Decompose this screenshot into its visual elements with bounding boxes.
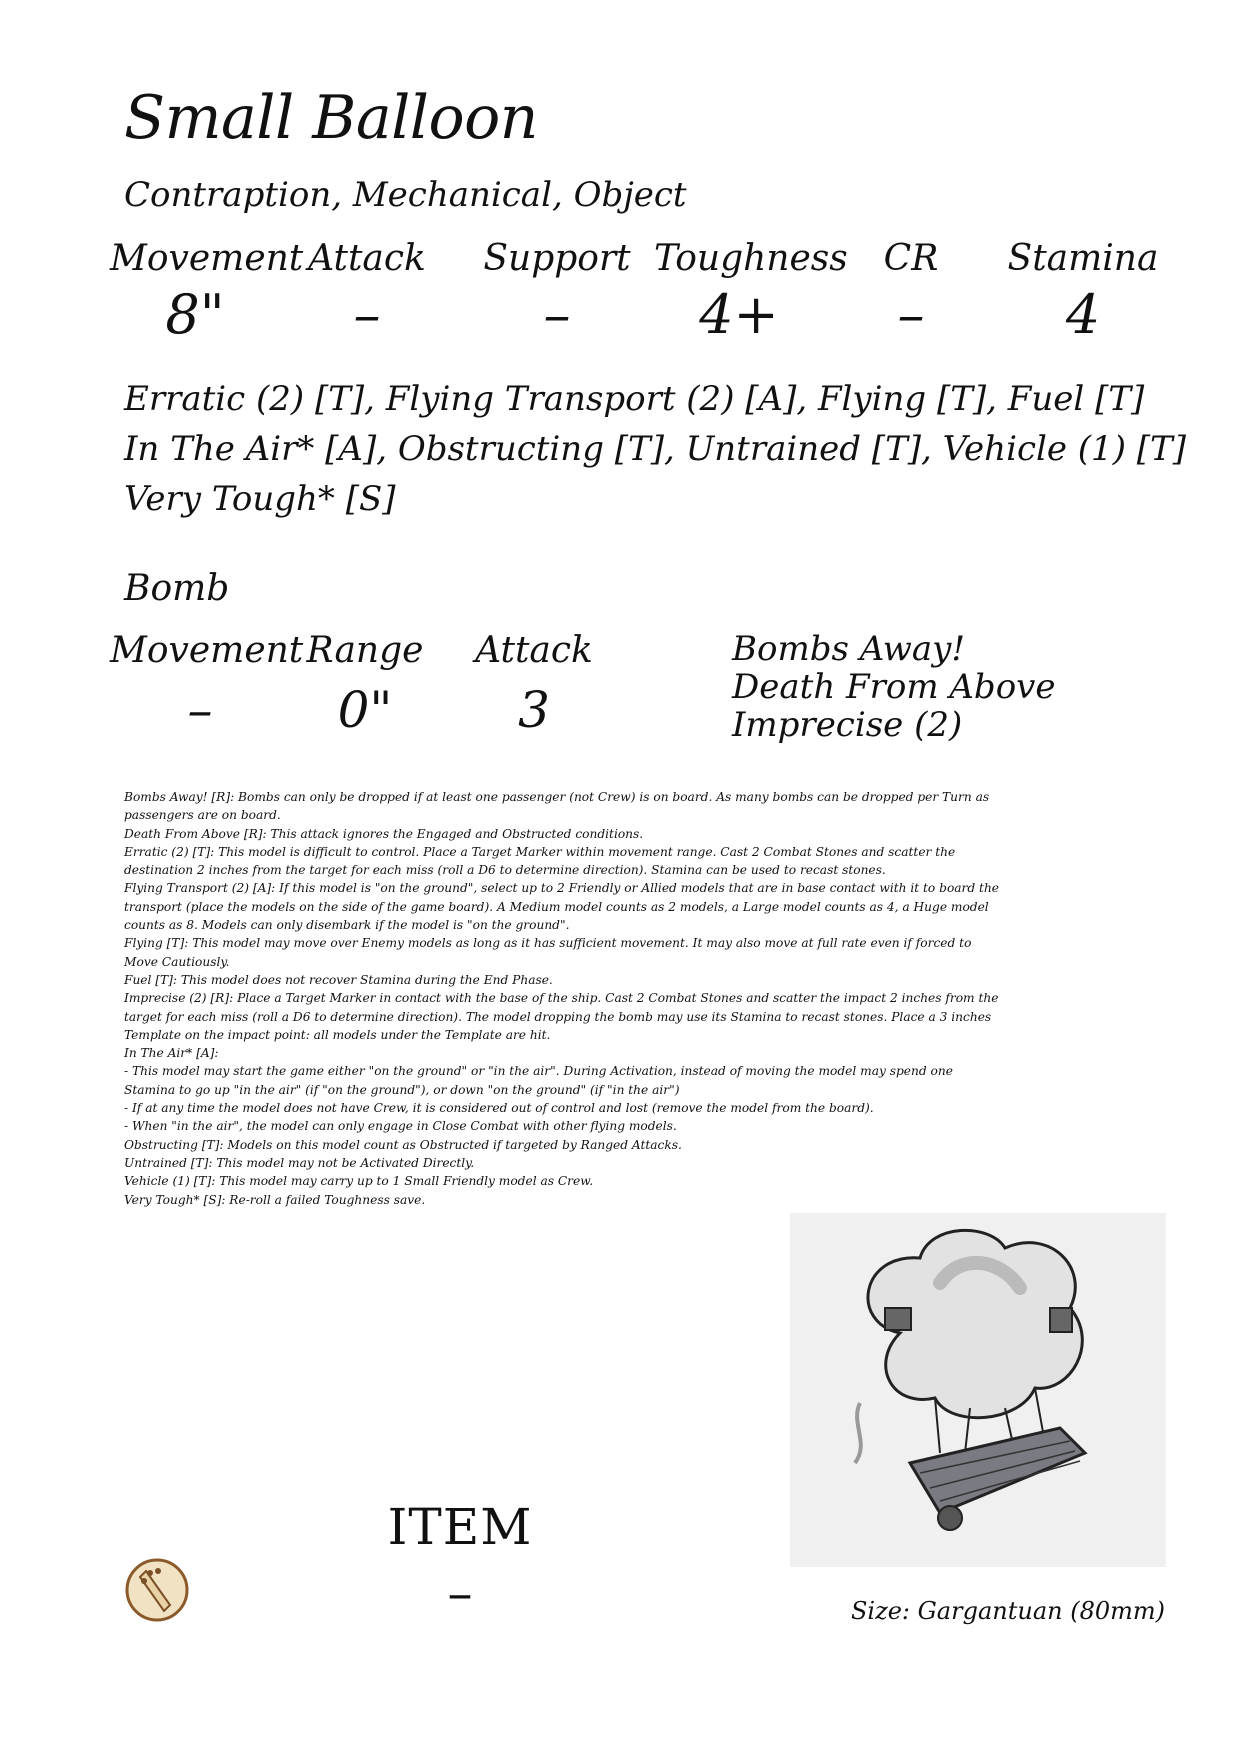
stat-label: Movement (110, 238, 304, 279)
stat-label: CR (883, 238, 939, 279)
rule-entry: Flying [T]: This model may move over Enemy models as long as it has sufficient movement. It may also move at full rate even if forced to Move Cautiously. (124, 936, 972, 969)
rule-entry: Very Tough* [S]: Re-roll a failed Toughness save. (124, 1192, 426, 1207)
weapon-traits (732, 630, 1056, 744)
stat-block (110, 238, 1170, 348)
stat-attack (282, 238, 452, 346)
card-title: Small Balloon (124, 83, 538, 153)
rule-entry: Obstructing [T]: Models on this model count as Obstructed if targeted by Ranged Attacks. (124, 1137, 682, 1152)
card-keywords: Contraption, Mechanical, Object (124, 175, 687, 215)
balloon-illustration (790, 1213, 1166, 1567)
stat-label: Support (483, 238, 631, 279)
stat-value: 0" (337, 681, 393, 739)
stat-value: 3 (518, 681, 550, 739)
size-label: Size: Gargantuan (80mm) (850, 1597, 1165, 1625)
stat-value: – (187, 681, 213, 739)
stat-label: Range (306, 630, 424, 671)
rule-entry: Fuel [T]: This model does not recover Stamina during the End Phase. (124, 972, 553, 987)
rules-text (124, 788, 1004, 1209)
stat-value: 4+ (699, 283, 779, 346)
stat-label: Movement (110, 630, 304, 671)
rule-entry: Erratic (2) [T]: This model is difficult to control. Place a Target Marker within movement range. Cast 2 Combat Stones and scatter the destination 2 inches from the target for each miss (roll a D6 to determine direction). Stamina can be used to recast stones. (124, 844, 956, 878)
rule-entry: Death From Above [R]: This attack ignores the Engaged and Obstructed conditions. (124, 826, 644, 841)
stat-label: Toughness (654, 238, 848, 279)
rule-entry: Imprecise (2) [R]: Place a Target Marker in contact with the base of the ship. Cast 2 Combat Stones and scatter the impact 2 inches from the target for each miss (roll a D6 to determine direction). The model dropping the bomb may use its Stamina to recast stones. Place a 3 inches Template on the impact point: all models under the Template are hit. (124, 991, 999, 1042)
stat-label: Stamina (1007, 238, 1159, 279)
weapon-stat-movement (110, 630, 304, 739)
weapon-stat-attack (444, 630, 624, 739)
stat-stamina (998, 238, 1168, 346)
faction-logo-icon (124, 1557, 190, 1623)
weapon-trait: Death From Above (732, 667, 1056, 707)
rule-entry: - This model may start the game either "on the ground" or "in the air". During Activation, instead of moving the model may spend one Stamina to go up "in the air" (if "on the ground"), or down "on the ground" (if "in the air") (124, 1064, 953, 1097)
rule-entry: - When "in the air", the model can only engage in Close Combat with other flying models. (124, 1119, 677, 1134)
item-block (380, 1498, 540, 1622)
stat-movement (110, 238, 304, 346)
stat-label: Attack (308, 238, 426, 279)
rule-entry: Bombs Away! [R]: Bombs can only be dropped if at least one passenger (not Crew) is on board. As many bombs can be dropped per Turn as passengers are on board. (124, 790, 990, 823)
stat-value: – (543, 283, 571, 346)
item-label: ITEM (387, 1498, 533, 1556)
stat-cr (826, 238, 996, 346)
stat-value: 4 (1065, 283, 1101, 346)
rule-entry: Untrained [T]: This model may not be Activated Directly. (124, 1155, 475, 1170)
balloon-illustration-svg (790, 1213, 1166, 1567)
stat-value: – (897, 283, 925, 346)
weapon-trait: Imprecise (2) (732, 705, 963, 745)
stat-support (472, 238, 642, 346)
stat-value: – (353, 283, 381, 346)
rule-entry: Flying Transport (2) [A]: If this model is "on the ground", select up to 2 Friendly or Allied models that are in base contact with it to board the transport (place the models on the side of the game board). A Medium model counts as 2 models, a Large model counts as 4, a Huge model counts as 8. Models can only disembark if the model is "on the ground". (124, 881, 1000, 933)
item-value: – (447, 1564, 473, 1622)
traits-line: In The Air* [A], Obstructing [T], Untrained [T], Vehicle (1) [T] (124, 429, 1186, 469)
rule-entry: In The Air* [A]: (124, 1046, 219, 1061)
stat-toughness (654, 238, 848, 346)
traits-line: Very Tough* [S] (124, 479, 396, 519)
stat-label: Attack (475, 630, 593, 671)
weapon-stat-range (275, 630, 455, 739)
weapon-name: Bomb (124, 568, 230, 609)
stat-value: 8" (165, 283, 225, 346)
traits-list (124, 374, 1186, 524)
traits-line: Erratic (2) [T], Flying Transport (2) [A], Flying [T], Fuel [T] (124, 379, 1145, 419)
rule-entry: - If at any time the model does not have Crew, it is considered out of control and lost (remove the model from the board). (124, 1101, 874, 1116)
weapon-trait: Bombs Away! (732, 629, 965, 669)
rule-entry: Vehicle (1) [T]: This model may carry up to 1 Small Friendly model as Crew. (124, 1174, 594, 1189)
